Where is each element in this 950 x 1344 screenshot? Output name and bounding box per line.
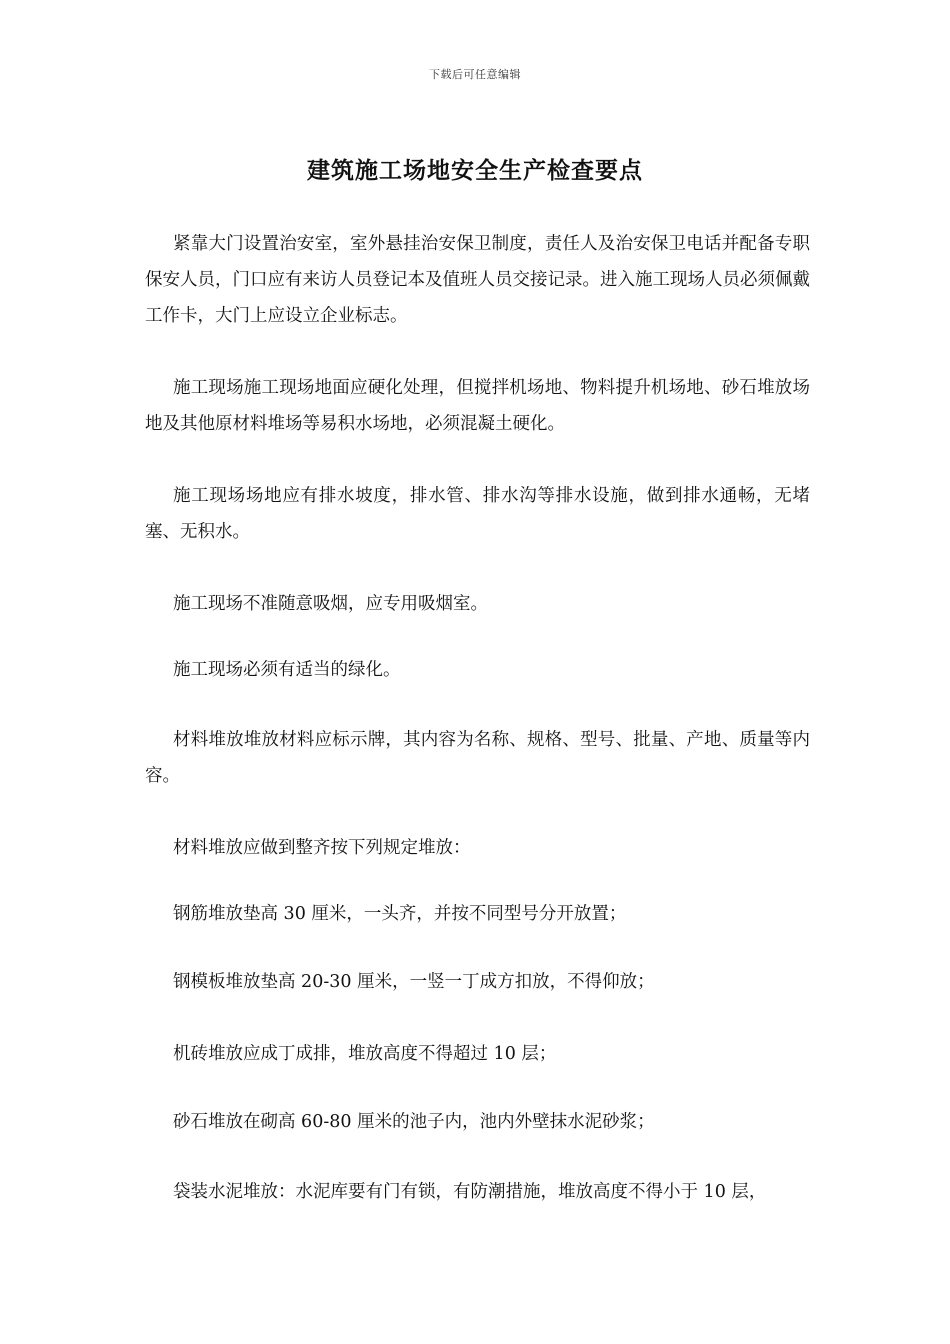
paragraph-ground-hardening: 施工现场施工现场地面应硬化处理，但搅拌机场地、物料提升机场地、砂石堆放场地及其他原材料堆场等易积水场地，必须混凝土硬化。 [145, 378, 810, 434]
paragraph-material-signs: 材料堆放堆放材料应标示牌，其内容为名称、规格、型号、批量、产地、质量等内容。 [145, 730, 810, 786]
paragraph-cement: 袋装水泥堆放：水泥库要有门有锁，有防潮措施，堆放高度不得小于 10 层， [173, 1182, 767, 1202]
paragraph-smoking: 施工现场不准随意吸烟，应专用吸烟室。 [173, 594, 488, 614]
paragraph-stacking-rules: 材料堆放应做到整齐按下列规定堆放： [173, 838, 471, 858]
paragraph-sand-gravel: 砂石堆放在砌高 60-80 厘米的池子内，池内外壁抹水泥砂浆； [173, 1112, 655, 1132]
paragraph-drainage: 施工现场场地应有排水坡度，排水管、排水沟等排水设施，做到排水通畅，无堵塞、无积水。 [145, 486, 810, 542]
paragraph-rebar: 钢筋堆放垫高 30 厘米，一头齐，并按不同型号分开放置； [173, 904, 627, 924]
paragraph-security-room: 紧靠大门设置治安室，室外悬挂治安保卫制度，责任人及治安保卫电话并配备专职保安人员，门口应有来访人员登记本及值班人员交接记录。进入施工现场人员必须佩戴工作卡，大门上应设立企业标志。 [145, 234, 810, 326]
paragraph-greening: 施工现场必须有适当的绿化。 [173, 660, 401, 680]
paragraph-steel-formwork: 钢模板堆放垫高 20-30 厘米，一竖一丁成方扣放，不得仰放； [173, 972, 655, 992]
paragraph-bricks: 机砖堆放应成丁成排，堆放高度不得超过 10 层； [173, 1044, 557, 1064]
document-title: 建筑施工场地安全生产检查要点 [307, 157, 643, 184]
header-note: 下载后可任意编辑 [429, 68, 521, 81]
